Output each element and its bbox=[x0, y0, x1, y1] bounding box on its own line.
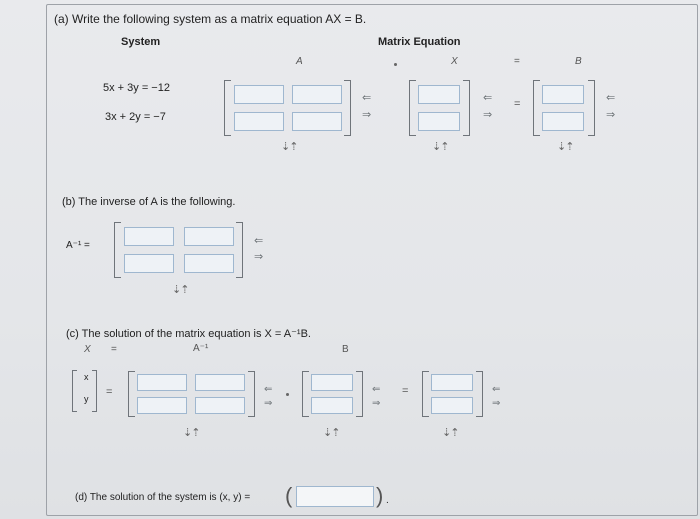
matrix-a-row-resize-icon[interactable]: ⇣⇡ bbox=[281, 141, 298, 153]
label-c-b: B bbox=[342, 344, 349, 355]
matrix-equation-label: Matrix Equation bbox=[378, 36, 461, 48]
matrix-b-cell-r1[interactable] bbox=[542, 85, 584, 104]
matrix-b-left-bracket bbox=[533, 80, 540, 136]
matrix-c-ainv-cell-r1c2[interactable] bbox=[195, 374, 245, 391]
matrix-c-ainv-row-resize-icon[interactable]: ⇣⇡ bbox=[183, 427, 200, 439]
matrix-b-cell-r2[interactable] bbox=[542, 112, 584, 131]
matrix-c-ainv-remove-column-icon[interactable]: ⇐ bbox=[264, 384, 273, 395]
label-c-ainv: A⁻¹ bbox=[193, 343, 209, 354]
matrix-c-result-remove-column-icon[interactable]: ⇐ bbox=[492, 384, 501, 395]
equals-sign-c2: = bbox=[402, 385, 409, 397]
matrix-c-b-remove-column-icon[interactable]: ⇐ bbox=[372, 384, 381, 395]
matrix-x-left-bracket bbox=[409, 80, 416, 136]
matrix-x-row-resize-icon[interactable]: ⇣⇡ bbox=[432, 141, 449, 153]
matrix-ainv-add-column-icon[interactable]: ⇒ bbox=[254, 251, 264, 263]
part-d-heading: (d) The solution of the system is (x, y) = bbox=[75, 492, 251, 503]
label-x: X bbox=[451, 56, 458, 67]
matrix-c-ainv-add-column-icon[interactable]: ⇒ bbox=[264, 398, 273, 409]
matrix-c-result-row-resize-icon[interactable]: ⇣⇡ bbox=[442, 427, 459, 439]
part-c-heading: (c) The solution of the matrix equation is X = A⁻¹B. bbox=[66, 328, 311, 340]
a-inverse-label: A⁻¹ = bbox=[66, 240, 90, 251]
matrix-c-result-cell-r1[interactable] bbox=[431, 374, 473, 391]
matrix-c-ainv-cell-r1c1[interactable] bbox=[137, 374, 187, 391]
matrix-ainv-right-bracket bbox=[236, 222, 243, 278]
dot-separator bbox=[394, 63, 397, 66]
label-equals: = bbox=[514, 56, 520, 67]
matrix-a-cell-r2c2[interactable] bbox=[292, 112, 342, 131]
open-paren: ( bbox=[285, 483, 293, 508]
matrix-ainv-cell-r2c1[interactable] bbox=[124, 254, 174, 273]
matrix-x-right-bracket bbox=[463, 80, 470, 136]
matrix-c-ainv-right-bracket bbox=[248, 371, 255, 417]
matrix-a-add-column-icon[interactable]: ⇒ bbox=[362, 109, 372, 121]
matrix-x-remove-column-icon[interactable]: ⇐ bbox=[483, 92, 493, 104]
equation-1: 5x + 3y = −12 bbox=[103, 82, 170, 94]
matrix-x-add-column-icon[interactable]: ⇒ bbox=[483, 109, 493, 121]
matrix-c-result-right-bracket bbox=[476, 371, 483, 417]
close-paren: ) bbox=[376, 483, 384, 508]
vector-y-label: y bbox=[84, 394, 89, 404]
matrix-c-b-cell-r2[interactable] bbox=[311, 397, 353, 414]
label-c-x: X bbox=[84, 344, 91, 355]
matrix-c-ainv-left-bracket bbox=[128, 371, 135, 417]
matrix-c-result-left-bracket bbox=[422, 371, 429, 417]
vector-xy-left-bracket bbox=[72, 370, 77, 412]
equation-2: 3x + 2y = −7 bbox=[105, 111, 166, 123]
label-b: B bbox=[575, 56, 582, 67]
matrix-b-add-column-icon[interactable]: ⇒ bbox=[606, 109, 616, 121]
vector-x-label: x bbox=[84, 372, 89, 382]
matrix-c-b-left-bracket bbox=[302, 371, 309, 417]
matrix-a-cell-r2c1[interactable] bbox=[234, 112, 284, 131]
matrix-a-cell-r1c2[interactable] bbox=[292, 85, 342, 104]
matrix-x-cell-r1[interactable] bbox=[418, 85, 460, 104]
matrix-a-right-bracket bbox=[344, 80, 351, 136]
matrix-c-b-cell-r1[interactable] bbox=[311, 374, 353, 391]
matrix-a-left-bracket bbox=[224, 80, 231, 136]
part-b-heading: (b) The inverse of A is the following. bbox=[62, 196, 236, 208]
matrix-c-ainv-cell-r2c1[interactable] bbox=[137, 397, 187, 414]
matrix-ainv-cell-r1c2[interactable] bbox=[184, 227, 234, 246]
matrix-b-row-resize-icon[interactable]: ⇣⇡ bbox=[557, 141, 574, 153]
matrix-ainv-cell-r1c1[interactable] bbox=[124, 227, 174, 246]
matrix-c-b-row-resize-icon[interactable]: ⇣⇡ bbox=[323, 427, 340, 439]
solution-input[interactable] bbox=[296, 486, 374, 507]
equals-sign: = bbox=[514, 98, 521, 110]
period: . bbox=[386, 495, 389, 506]
matrix-ainv-remove-column-icon[interactable]: ⇐ bbox=[254, 235, 264, 247]
matrix-ainv-cell-r2c2[interactable] bbox=[184, 254, 234, 273]
matrix-ainv-left-bracket bbox=[114, 222, 121, 278]
matrix-b-remove-column-icon[interactable]: ⇐ bbox=[606, 92, 616, 104]
matrix-c-b-right-bracket bbox=[356, 371, 363, 417]
equals-sign-c1: = bbox=[106, 386, 113, 398]
matrix-x-cell-r2[interactable] bbox=[418, 112, 460, 131]
matrix-c-result-cell-r2[interactable] bbox=[431, 397, 473, 414]
matrix-c-b-add-column-icon[interactable]: ⇒ bbox=[372, 398, 381, 409]
matrix-a-remove-column-icon[interactable]: ⇐ bbox=[362, 92, 372, 104]
vector-xy-right-bracket bbox=[92, 370, 97, 412]
label-a: A bbox=[296, 56, 303, 67]
matrix-b-right-bracket bbox=[588, 80, 595, 136]
part-a-heading: (a) Write the following system as a matrix equation AX = B. bbox=[54, 12, 367, 26]
label-c-equals: = bbox=[111, 344, 117, 355]
system-label: System bbox=[121, 36, 161, 48]
matrix-c-result-add-column-icon[interactable]: ⇒ bbox=[492, 398, 501, 409]
multiply-dot-1 bbox=[286, 393, 289, 396]
matrix-ainv-row-resize-icon[interactable]: ⇣⇡ bbox=[172, 284, 189, 296]
matrix-c-ainv-cell-r2c2[interactable] bbox=[195, 397, 245, 414]
matrix-a-cell-r1c1[interactable] bbox=[234, 85, 284, 104]
